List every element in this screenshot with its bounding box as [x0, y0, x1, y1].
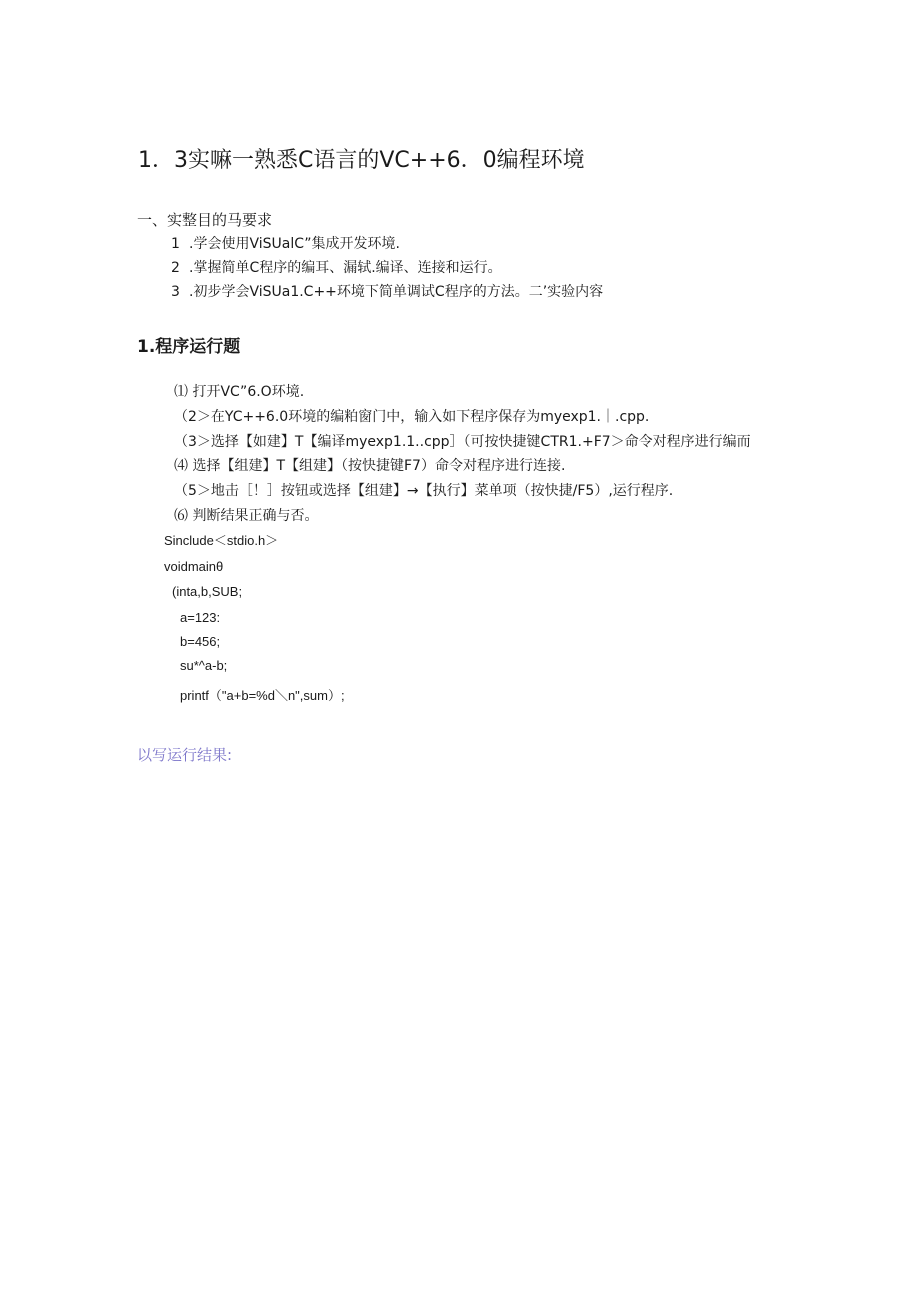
code-line-6: su*^a-b; — [180, 658, 228, 673]
code-line-4: a=123: — [180, 610, 221, 625]
objective-number: 3 — [171, 284, 180, 300]
objective-item-3 — [171, 284, 603, 301]
step-item-5: （5＞地击［！］按钮或选择【组建】→【执行】菜单项（按快捷/F5）,运行程序. — [174, 483, 674, 499]
step-item-3: （3＞选择【如建】T【编译myexp1.1..cpp］（可按快捷键CTR1.+F7＞命令对程序进行编而 — [174, 434, 751, 450]
code-line-5: b=456; — [180, 634, 221, 649]
code-line-1: Sinclude＜stdio.h＞ — [164, 533, 279, 548]
code-line-3: (inta,b,SUB; — [172, 584, 243, 599]
document-title: 1．3实嘛一熟悉C语言的VC++6．0编程环境 — [138, 148, 585, 173]
objective-number: 1 — [171, 236, 180, 252]
step-item-6: ⑹ 判断结果正确与否。 — [174, 508, 319, 524]
step-item-2: （2＞在YC++6.0环境的编粕窗门中，输入如下程序保存为myexp1.｜.cpp. — [174, 409, 650, 425]
objective-number: 2 — [171, 260, 180, 276]
code-line-2: voidmainθ — [164, 559, 224, 574]
objective-item-2 — [171, 260, 502, 277]
program-run-heading: 1.程序运行题 — [137, 337, 241, 357]
step-item-4: ⑷ 选择【组建】T【组建】（按快捷键F7）命令对程序进行连接. — [174, 458, 566, 474]
objective-text: .初步学会ViSUa1.C++环境下简单调试C程序的方法。二’实验内容 — [189, 284, 604, 300]
answer-label: 以写运行结果: — [137, 746, 233, 764]
objective-text: .掌握简单C程序的编耳、漏轼.编译、连接和运行。 — [189, 260, 502, 276]
objectives-heading: 一、实整目的马要求 — [137, 211, 273, 229]
code-line-7: printf（"a+b=%d＼n",sum）; — [180, 688, 345, 703]
objective-item-1 — [171, 236, 400, 253]
objective-text: .学会使用ViSUalC”集成开发环境. — [189, 236, 400, 252]
step-item-1: ⑴ 打开VC”6.O环境. — [174, 384, 305, 400]
